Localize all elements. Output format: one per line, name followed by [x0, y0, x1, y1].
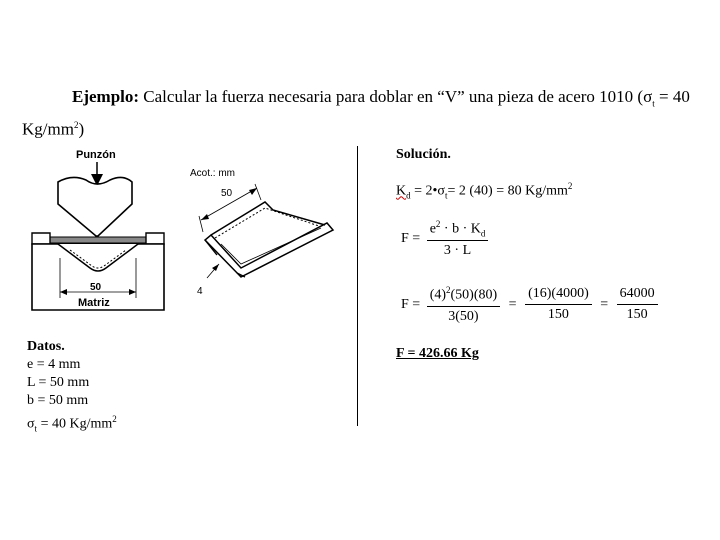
datos-row-l: L = 50 mm — [27, 375, 90, 390]
punch — [58, 177, 132, 236]
datos-row-e: e = 4 mm — [27, 357, 81, 372]
die-width-dimension: 50 — [90, 282, 102, 293]
datos-row-sigma: $\sigma_t = 40$ $Kg/mm^2$ — [27, 414, 117, 434]
part-length-dimension: 50 — [221, 188, 233, 199]
result-force: F = 426.66 Kg — [396, 346, 479, 361]
sheet-plate — [48, 237, 148, 243]
solucion-heading: Solución. — [396, 147, 451, 162]
kd-equation: $K_d$ = $2•\sigma_t= 2$ (40) = 80 $Kg/mm^2$ — [396, 181, 573, 201]
force-calculation: F = $\frac{(4)^2(50)(80)}{3(50)}$ = $\frac{(16)(4000)}{150}$ = $\frac{64000}{150}$ — [398, 285, 658, 325]
thickness-dimension: 4 — [197, 286, 203, 297]
punch-label: Punzón — [76, 149, 116, 161]
datos-heading: Datos. — [27, 339, 65, 354]
die-label: Matriz — [78, 297, 110, 309]
bent-part-diagram — [185, 160, 350, 305]
column-divider — [357, 146, 358, 426]
punch-die-diagram — [20, 140, 200, 315]
force-formula: F = $\frac{e^2 \cdot b \cdot K_d}{3 \cdot L}$ — [398, 219, 488, 259]
datos-row-b: b = 50 mm — [27, 393, 89, 408]
statement-text: Calcular la fuerza necesaria para doblar en “V” una pieza de acero 1010 (σ — [143, 87, 653, 106]
example-label: Ejemplo: — [72, 87, 140, 106]
units-note: Acot.: mm — [190, 168, 236, 179]
datos-section — [27, 338, 117, 437]
problem-statement: Ejemplo: Calcular la fuerza necesaria para doblar en “V” una pieza de acero 1010 ($\sigma_t = 40$ $Kg/mm^2$) — [22, 87, 690, 140]
